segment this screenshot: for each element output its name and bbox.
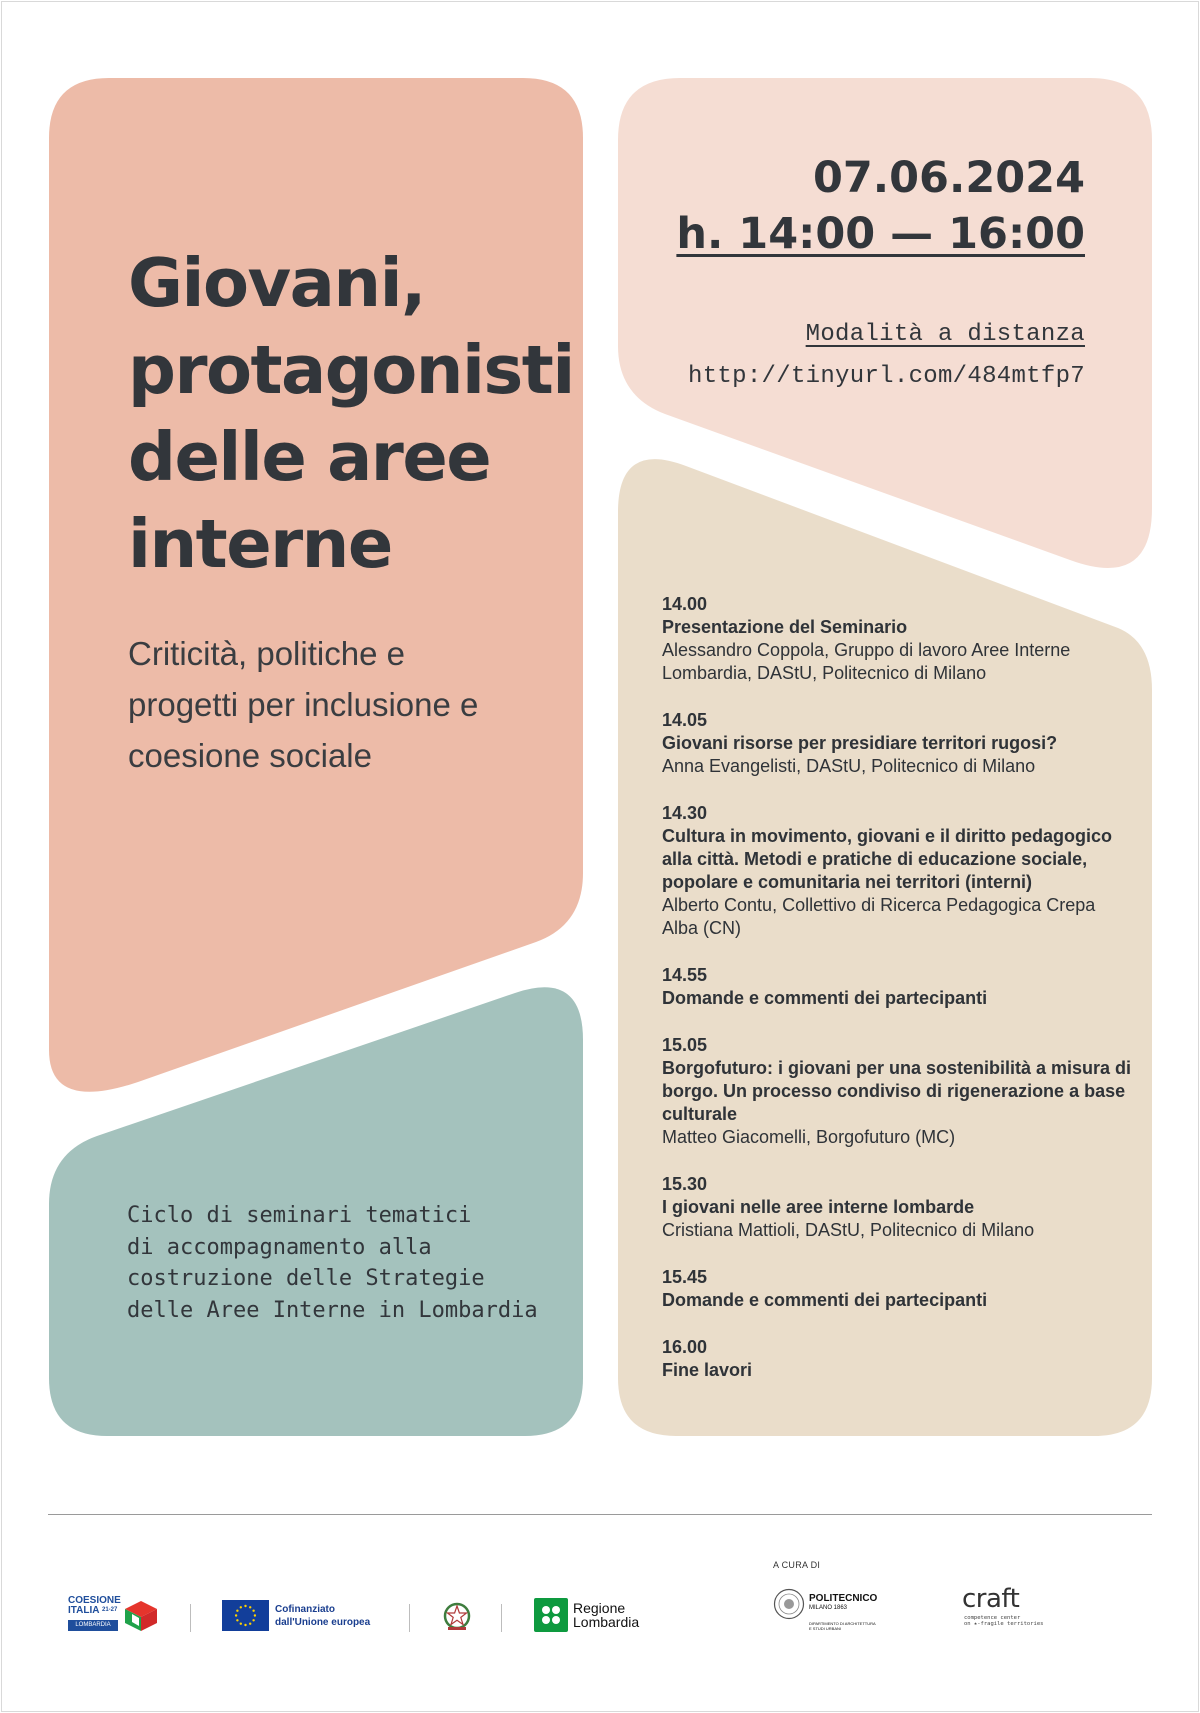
italy-emblem-icon <box>442 1600 472 1632</box>
coesione-cube-icon <box>124 1600 158 1632</box>
program-heading: Presentazione del Seminario <box>662 617 908 637</box>
subtitle-line: progetti per inclusione e <box>128 686 479 723</box>
title-line: delle aree <box>128 418 491 496</box>
polimi-seal-icon <box>773 1588 805 1620</box>
program-heading: Cultura in movimento, giovani e il diritto pedagogico alla città. Metodi e pratiche di educazione sociale, popolare e comunitaria nei territori (interni) <box>662 826 1113 892</box>
polimi-line3: DIPARTIMENTO DI ARCHITETTURA <box>809 1621 876 1626</box>
program-item <box>662 1266 1132 1312</box>
logo-separator <box>409 1604 410 1632</box>
program-speaker: Matteo Giacomelli, Borgofuturo (MC) <box>662 1127 956 1147</box>
eu-line1: Cofinanziato <box>275 1604 335 1615</box>
craft-line2: on ★-fragile territories <box>964 1621 1044 1627</box>
program-heading: Domande e commenti dei partecipanti <box>662 988 988 1008</box>
program-time: 15.05 <box>662 1035 708 1055</box>
coesione-line2: ITALIA <box>68 1605 100 1616</box>
regione-line1: Regione <box>573 1600 626 1616</box>
craft-name: craft <box>962 1584 1020 1614</box>
coesione-region: LOMBARDIA <box>68 1620 118 1631</box>
mode-label: Modalità a distanza <box>805 321 1085 348</box>
polimi-line1: POLITECNICO <box>809 1593 878 1604</box>
program-item <box>662 1034 1132 1149</box>
program-speaker: Alessandro Coppola, Gruppo di lavoro Aree Interne Lombardia, DAStU, Politecnico di Milano <box>662 640 1071 683</box>
eu-flag-icon <box>222 1600 269 1631</box>
program-time: 14.00 <box>662 594 708 614</box>
coesione-line1: COESIONE <box>68 1595 121 1606</box>
coesione-years: 21-27 <box>102 1607 118 1613</box>
program-heading: I giovani nelle aree interne lombarde <box>662 1197 975 1217</box>
a-cura-di-label: A CURA DI <box>773 1560 821 1570</box>
program-time: 14.05 <box>662 710 708 730</box>
program-item <box>662 593 1132 685</box>
subtitle-line: coesione sociale <box>128 737 372 774</box>
program-heading: Domande e commenti dei partecipanti <box>662 1290 988 1310</box>
program-item <box>662 1336 1132 1382</box>
program-time: 15.45 <box>662 1267 708 1287</box>
polimi-line4: E STUDI URBANI <box>809 1626 842 1631</box>
polimi-line2: MILANO 1863 <box>809 1605 848 1611</box>
event-time: h. 14:00 — 16:00 <box>676 209 1085 259</box>
page-title <box>128 240 578 588</box>
program-item <box>662 964 1132 1010</box>
cycle-line: costruzione delle Strategie <box>127 1266 485 1291</box>
cycle-line: Ciclo di seminari tematici <box>127 1203 472 1228</box>
regione-line2: Lombardia <box>573 1614 640 1630</box>
program-heading: Giovani risorse per presidiare territori rugosi? <box>662 733 1058 753</box>
program-item <box>662 1173 1132 1242</box>
program-time: 14.55 <box>662 965 708 985</box>
program-time: 16.00 <box>662 1337 708 1357</box>
regione-rosa-icon <box>534 1598 568 1632</box>
program-heading: Borgofuturo: i giovani per una sostenibilità a misura di borgo. Un processo condiviso di rigenerazione a base culturale <box>662 1058 1132 1124</box>
event-datetime <box>676 150 1085 262</box>
coesione-logo <box>68 1596 160 1634</box>
program-heading: Fine lavori <box>662 1360 753 1380</box>
program-speaker: Cristiana Mattioli, DAStU, Politecnico di Milano <box>662 1220 1035 1240</box>
logo-separator <box>501 1604 502 1632</box>
logo-separator <box>190 1604 191 1632</box>
subtitle-line: Criticità, politiche e <box>128 635 405 672</box>
event-mode <box>688 320 1085 392</box>
subtitle <box>128 628 548 781</box>
footer-divider <box>48 1514 1152 1515</box>
event-link[interactable]: http://tinyurl.com/484mtfp7 <box>688 363 1085 390</box>
title-line: Giovani, <box>128 244 425 322</box>
eu-line2: dall'Unione europea <box>275 1617 371 1628</box>
program-item <box>662 709 1132 778</box>
program-time: 15.30 <box>662 1174 708 1194</box>
program-list <box>662 593 1132 1406</box>
craft-line1: competence center <box>964 1615 1021 1621</box>
title-line: protagonisti <box>128 331 574 409</box>
program-item <box>662 802 1132 940</box>
program-time: 14.30 <box>662 803 708 823</box>
cycle-line: delle Aree Interne in Lombardia <box>127 1297 538 1323</box>
event-date: 07.06.2024 <box>812 153 1085 203</box>
cycle-line: di accompagnamento alla <box>127 1234 432 1260</box>
program-speaker: Alberto Contu, Collettivo di Ricerca Pedagogica Crepa Alba (CN) <box>662 895 1096 938</box>
program-speaker: Anna Evangelisti, DAStU, Politecnico di Milano <box>662 756 1036 776</box>
cycle-description <box>127 1200 538 1326</box>
title-line: interne <box>128 505 392 583</box>
